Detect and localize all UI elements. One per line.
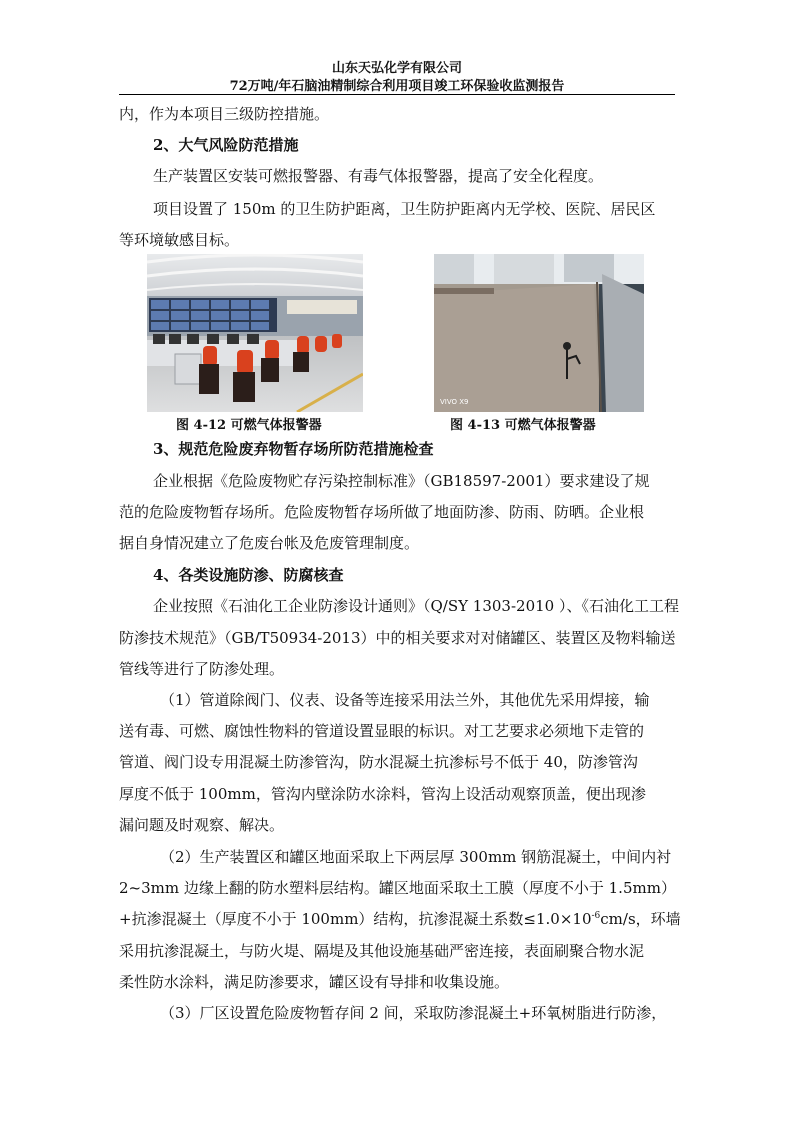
paragraph-line: 厚度不低于 100mm，管沟内壁涂防水涂料，管沟上设活动观察顶盖，便出现渗: [119, 785, 646, 803]
superscript-exponent: -6: [591, 911, 601, 921]
section-heading: 2、大气风险防范措施: [153, 136, 299, 154]
paragraph-line: 范的危险废物暂存场所。危险废物暂存场所做了地面防渗、防雨、防晒。企业根: [119, 503, 645, 521]
text-fragment: cm/s，环墙: [600, 910, 681, 928]
paragraph-line: 企业根据《危险废物贮存污染控制标准》（GB18597-2001）要求建设了规: [153, 472, 650, 490]
paragraph-line: 管线等进行了防渗处理。: [119, 660, 285, 678]
paragraph-line: [119, 908, 681, 929]
paragraph-line: 内，作为本项目三级防控措施。: [119, 105, 330, 123]
paragraph-line: 企业按照《石油化工企业防渗设计通则》（Q/SY 1303-2010 ）、《石油化工工程: [153, 597, 679, 615]
paragraph-line: 柔性防水涂料，满足防渗要求，罐区设有导排和收集设施。: [119, 973, 510, 991]
paragraph-line: （3）厂区设置危险废物暂存间 2 间，采取防渗混凝土+环氧树脂进行防渗，: [160, 1004, 667, 1022]
paragraph-line: 等环境敏感目标。: [119, 231, 240, 249]
paragraph-line: 送有毒、可燃、腐蚀性物料的管道设置显眼的标识。对工艺要求必须地下走管的: [119, 722, 645, 740]
report-title: 72万吨/年石脑油精制综合利用项目竣工环保验收监测报告: [229, 79, 565, 94]
paragraph-line: （1）管道除阀门、仪表、设备等连接采用法兰外，其他优先采用焊接，输: [160, 691, 650, 709]
svg-text:VIVO X9: VIVO X9: [440, 398, 469, 406]
figure-caption: 图 4-12 可燃气体报警器: [176, 418, 322, 433]
section-heading: 3、规范危险废弃物暂存场所防范措施检查: [153, 440, 434, 458]
paragraph-line: 防渗技术规范》（GB/T50934-2013）中的相关要求对对储罐区、装置区及物料输送: [119, 629, 676, 647]
figure-caption: 图 4-13 可燃气体报警器: [450, 418, 596, 433]
paragraph-line: 项目设置了 150m 的卫生防护距离，卫生防护距离内无学校、医院、居民区: [153, 200, 656, 218]
paragraph-line: 漏问题及时观察、解决。: [119, 816, 285, 834]
tank-area-photo: [434, 254, 644, 412]
paragraph-line: 2~3mm 边缘上翻的防水塑料层结构。罐区地面采取土工膜（厚度不小于 1.5mm）: [119, 879, 676, 897]
header-rule: [119, 94, 675, 95]
paragraph-line: 据自身情况建立了危废台帐及危废管理制度。: [119, 534, 420, 552]
text-fragment: +抗渗混凝土（厚度不小于 100mm）结构，抗渗混凝土系数≤1.0×10: [119, 910, 592, 928]
control-room-photo: [147, 254, 363, 412]
paragraph-line: 管道、阀门设专用混凝土防渗管沟，防水混凝土抗渗标号不低于 40，防渗管沟: [119, 753, 638, 771]
paragraph-line: （2）生产装置区和罐区地面采取上下两层厚 300mm 钢筋混凝土，中间内衬: [160, 848, 672, 866]
company-name: 山东天弘化学有限公司: [331, 61, 462, 76]
section-heading: 4、各类设施防渗、防腐核查: [153, 566, 344, 584]
paragraph-line: 采用抗渗混凝土，与防火堤、隔堤及其他设施基础严密连接，表面刷聚合物水泥: [119, 942, 645, 960]
paragraph-line: 生产装置区安装可燃报警器、有毒气体报警器，提高了安全化程度。: [153, 167, 604, 185]
